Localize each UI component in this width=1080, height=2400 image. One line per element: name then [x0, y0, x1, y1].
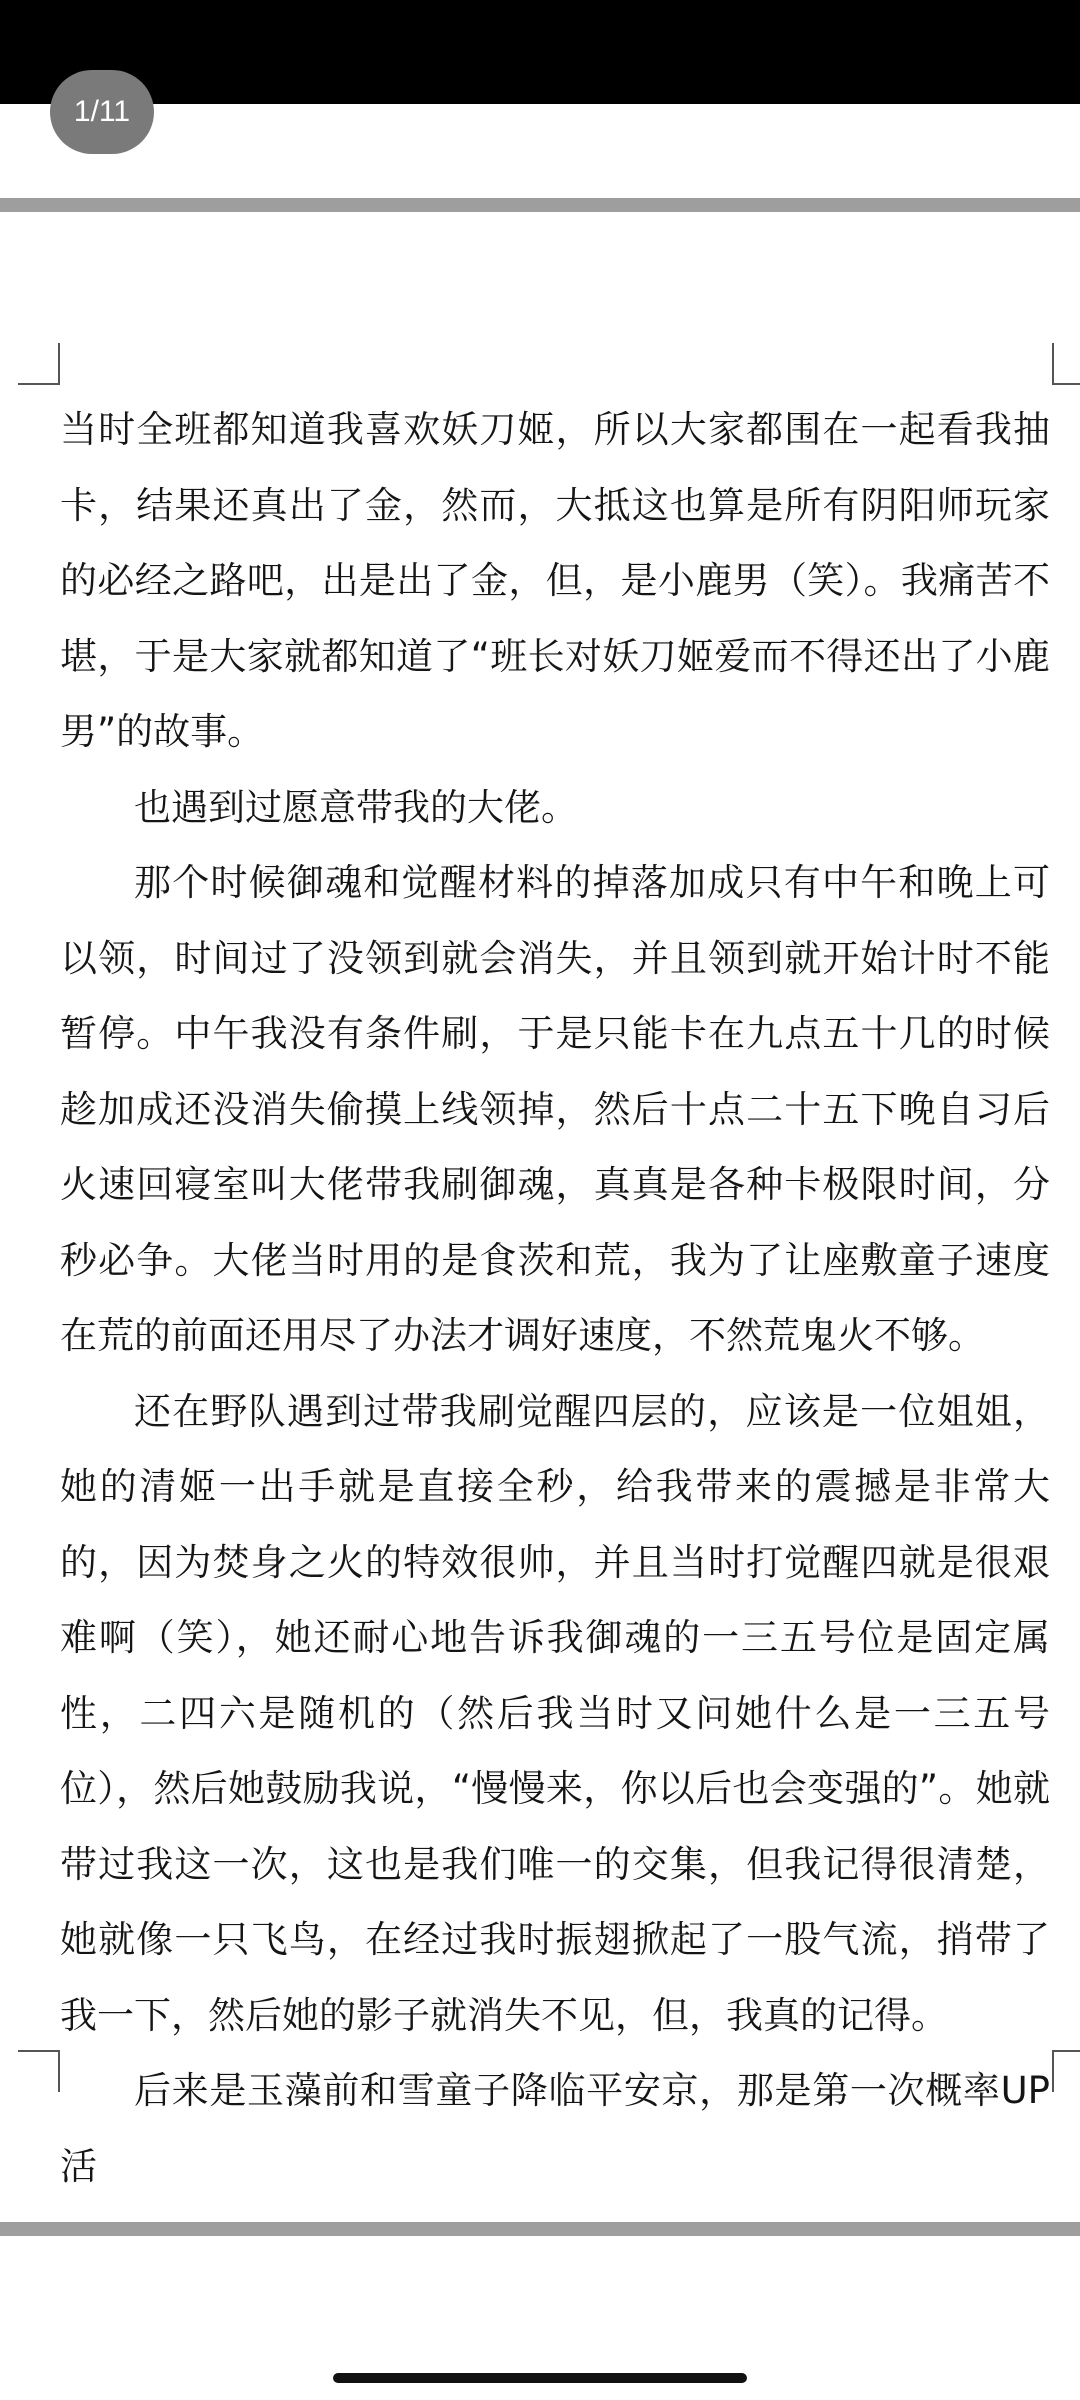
crop-mark-bottom-left-icon — [18, 2050, 60, 2092]
page-divider-top — [0, 198, 1080, 212]
page-counter-badge: 1/11 — [50, 70, 154, 154]
paragraph: 当时全班都知道我喜欢妖刀姬，所以大家都围在一起看我抽卡，结果还真出了金，然而，大抵这也算是所有阴阳师玩家的必经之路吧，出是出了金，但，是小鹿男（笑）。我痛苦不堪，于是大家就都知道了“班长对妖刀姬爱而不得还出了小鹿男”的故事。 — [60, 408, 1050, 753]
crop-mark-top-left-icon — [18, 343, 60, 385]
paragraph: 那个时候御魂和觉醒材料的掉落加成只有中午和晚上可以领，时间过了没领到就会消失，并且领到就开始计时不能暂停。中午我没有条件刷，于是只能卡在九点五十几的时候趁加成还没消失偷摸上线领掉，然后十点二十五下晚自习后火速回寝室叫大佬带我刷御魂，真真是各种卡极限时间，分秒必争。大佬当时用的是食茨和荒，我为了让座敷童子速度在荒的前面还用尽了办法才调好速度，不然荒鬼火不够。 — [60, 861, 1050, 1357]
paragraph: 也遇到过愿意带我的大佬。 — [134, 785, 578, 829]
home-indicator[interactable] — [333, 2373, 747, 2383]
status-bar — [0, 0, 1080, 104]
crop-mark-top-right-icon — [1052, 343, 1080, 385]
paragraph: 后来是玉藻前和雪童子降临平安京，那是第一次概率UP活 — [60, 2069, 1050, 2188]
page-divider-bottom — [0, 2222, 1080, 2236]
paragraph: 还在野队遇到过带我刷觉醒四层的，应该是一位姐姐，她的清姬一出手就是直接全秒，给我带来的震撼是非常大的，因为焚身之火的特效很帅，并且当时打觉醒四就是很艰难啊（笑），她还耐心地告诉我御魂的一三五号位是固定属性，二四六是随机的（然后我当时又问她什么是一三五号位），然后她鼓励我说，“慢慢来，你以后也会变强的”。她就带过我这一次，这也是我们唯一的交集，但我记得很清楚，她就像一只飞鸟，在经过我时振翅掀起了一股气流，捎带了我一下，然后她的影子就消失不见，但，我真的记得。 — [60, 1389, 1050, 2037]
document-page-content — [60, 392, 1050, 2204]
crop-mark-bottom-right-icon — [1052, 2050, 1080, 2092]
